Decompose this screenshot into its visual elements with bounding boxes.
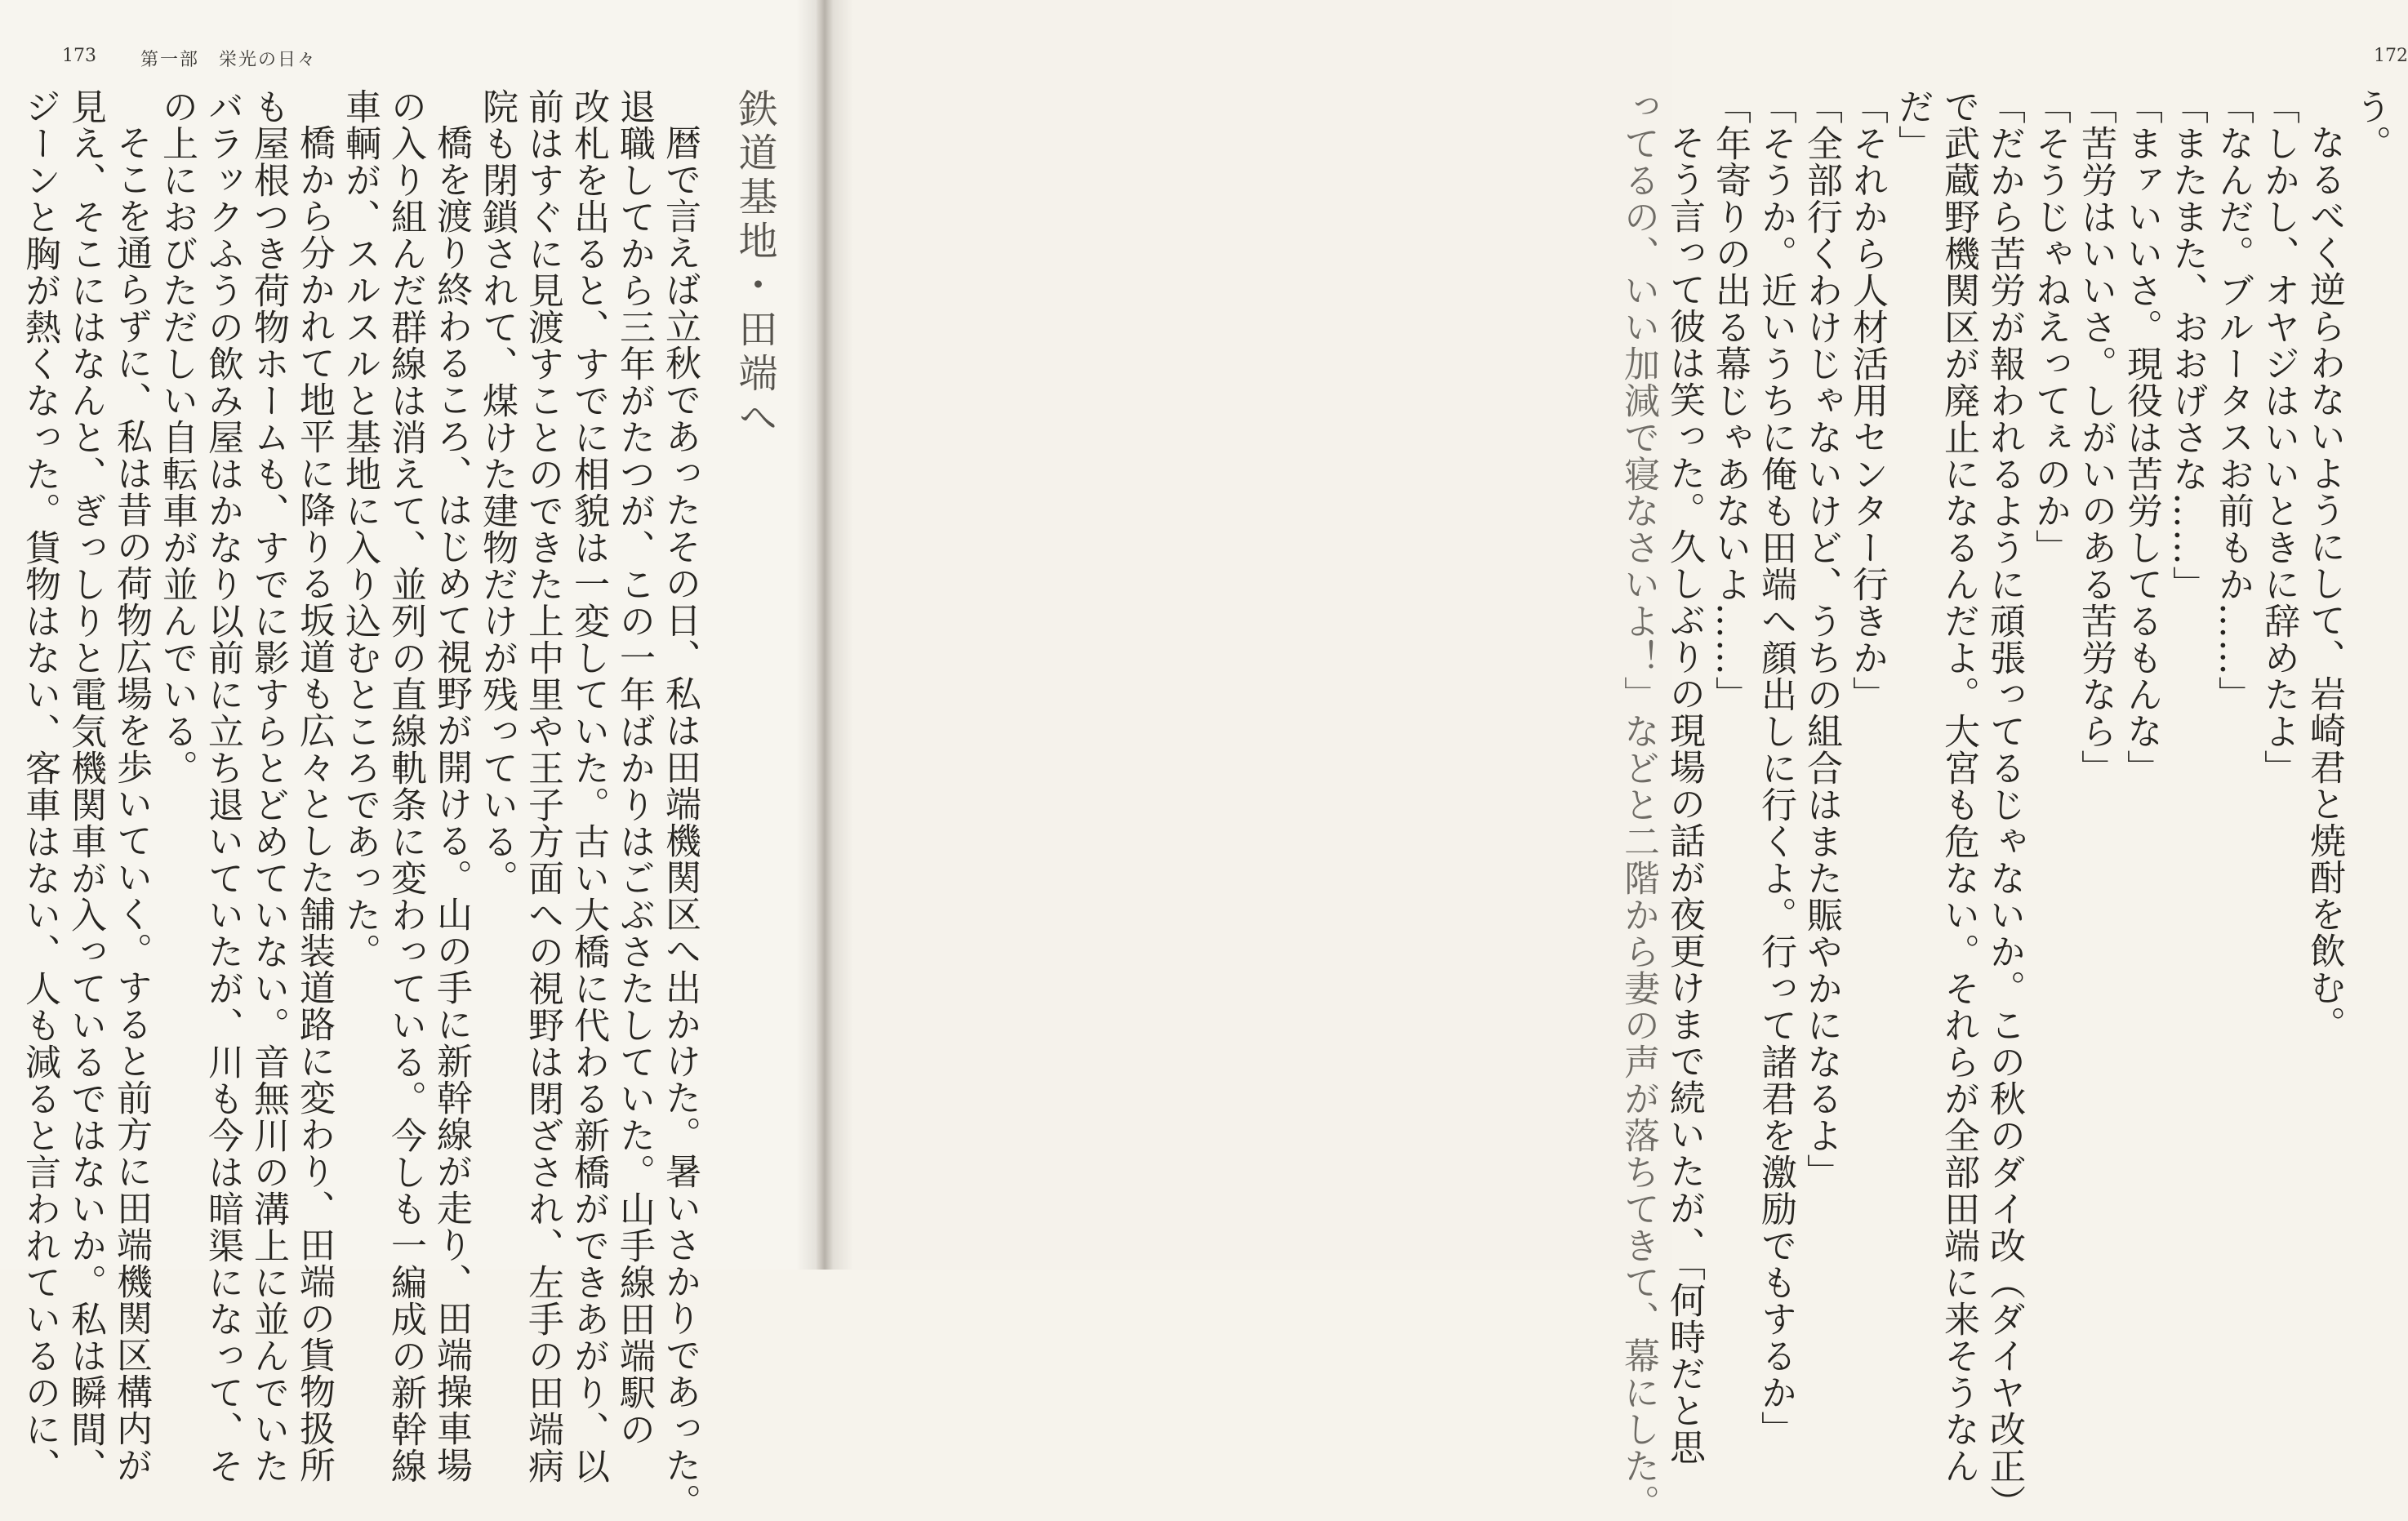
text-line: なるべく逆らわないようにして、岩崎君と焼酎を飲む。: [2303, 124, 2345, 1043]
dialogue-line: 「そうじゃねえってぇのか」: [2029, 88, 2071, 566]
text-line: で武蔵野機関区が廃止になるんだよ。大宮も危ない。それらが全部田端に来そうなん: [1938, 88, 1979, 1484]
dialogue-line: 「だから苦労が報われるように頑張ってるじゃないか。この秋のダイ改（ダイヤ改正）: [1983, 88, 2025, 1521]
dialogue-line: 「しかし、オヤジはいいときに辞めたよ」: [2258, 88, 2299, 786]
dialogue-line: 「それから人材活用センター行きか」: [1846, 88, 1888, 713]
text-line: ジーンと胸が熱くなった。貨物はない、客車はない、人も減ると言われているのに、: [19, 88, 60, 1484]
text-line: の上におびただしい自転車が並んでいる。: [156, 88, 198, 786]
text-line: だ」: [1892, 88, 1934, 162]
text-line: 院も閉鎖されて、煤けた建物だけが残っている。: [476, 88, 518, 896]
text-line: 退職してから三年がたつが、この一年ばかりはごぶさたしていた。山手線田端駅の: [613, 88, 655, 1448]
running-header: 第一部 栄光の日々: [140, 50, 318, 70]
text-line: も屋根つき荷物ホームも、すでに影すらとどめていない。音無川の溝上に並んでいた: [247, 88, 289, 1484]
text-line: バラックふうの飲み屋はかなり以前に立ち退いていたが、川も今は暗渠になって、そ: [202, 88, 243, 1484]
text-line: 橋を渡り終わるころ、はじめて視野が開ける。山の手に新幹線が走り、田端操車場: [430, 124, 472, 1483]
text-line: 改札を出ると、すでに相貌は一変していた。古い大橋に代わる新橋ができあがり、以: [568, 88, 609, 1484]
text-line: の入り組んだ群線は消えて、並列の直線軌条に変わっている。今しも一編成の新幹線: [385, 88, 426, 1484]
page-173: [0, 0, 817, 1520]
text-line: 車輌が、スルスルと基地に入り込むところであった。: [339, 88, 381, 970]
text-line: そこを通らずに、私は昔の荷物広場を歩いていく。すると前方に田端機関区構内が: [110, 124, 152, 1483]
dialogue-line: 「苦労はいいさ。しがいのある苦労なら」: [2075, 88, 2116, 786]
page-172: [817, 0, 2408, 1521]
text-line: 暦で言えば立秋であったその日、私は田端機関区へ出かけた。暑いさかりであった。: [659, 124, 701, 1520]
chapter-title: 鉄道基地・田端へ: [732, 88, 777, 441]
book-gutter: [796, 0, 853, 1270]
dialogue-line: 「全部行くわけじゃないけど、うちの組合はまた賑やかになるよ」: [1800, 88, 1842, 1190]
page-number-172: 172: [2374, 46, 2408, 66]
dialogue-line: 「年寄りの出る幕じゃあないよ……」: [1709, 88, 1751, 713]
text-line: 橋から分かれて地平に降りる坂道も広々とした舗装道路に変わり、田端の貨物扱所: [293, 124, 335, 1483]
text-line: う。: [2349, 88, 2391, 162]
dialogue-line: 「まァいいさ。現役は苦労してるもんな」: [2121, 88, 2162, 786]
page-number-173: 173: [62, 46, 96, 66]
page-173-body: [19, 88, 702, 1520]
text-line: 前はすぐに見渡すことのできた上中里や王子方面への視野は閉ざされ、左手の田端病: [522, 88, 563, 1484]
text-line: そう言って彼は笑った。久しぶりの現場の話が夜更けまで続いたが、「何時だと思: [1663, 124, 1705, 1465]
dialogue-line: 「そうか。近いうちに俺も田端へ顔出しに行くよ。行って諸君を激励でもするか」: [1755, 88, 1796, 1448]
page-172-body: [1618, 88, 2392, 1521]
dialogue-line: 「またまた、おおげさな……」: [2166, 88, 2208, 603]
dialogue-line: 「なんだ。ブルータスお前もか……」: [2212, 88, 2254, 713]
text-line: 見え、そこにはなんと、ぎっしりと電気機関車が入っているではないか。私は瞬間、: [65, 88, 106, 1484]
text-line: ってるの、いい加減で寝なさいよ！」などと二階から妻の声が落ちてきて、幕にした。: [1618, 88, 1659, 1521]
